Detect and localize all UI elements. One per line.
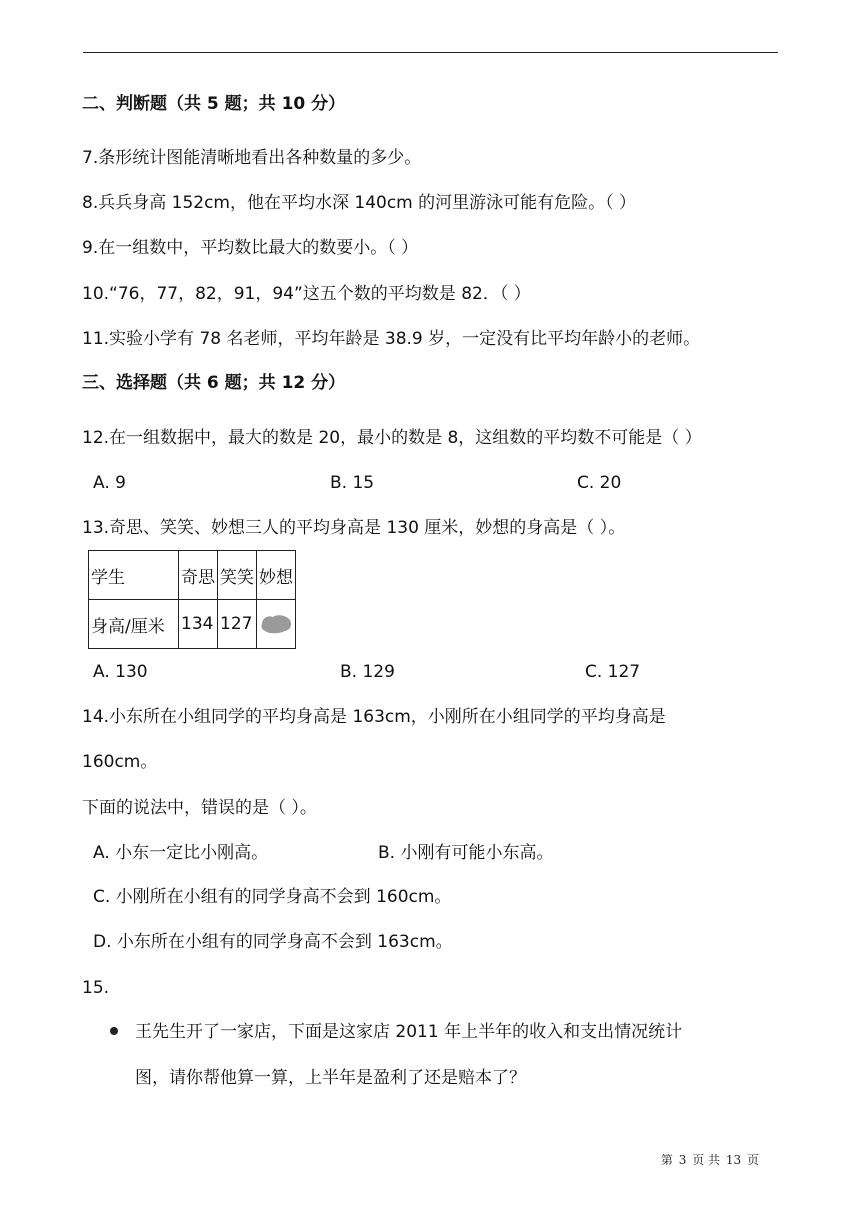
question-13-option-b: B. 129 bbox=[340, 662, 395, 682]
question-14-option-b: B. 小刚有可能小东高。 bbox=[378, 843, 554, 863]
table-cell: 笑笑 bbox=[218, 551, 257, 600]
hidden-value-cell bbox=[257, 600, 296, 649]
question-14-option-a: A. 小东一定比小刚高。 bbox=[93, 843, 269, 863]
table-cell: 127 bbox=[218, 600, 257, 649]
question-9: 9.在一组数中，平均数比最大的数要小。（ ） bbox=[82, 238, 419, 258]
question-13-stem: 13.奇思、笑笑、妙想三人的平均身高是 130 厘米，妙想的身高是（ ）。 bbox=[82, 518, 626, 538]
section-title-judgement: 二、判断题（共 5 题；共 10 分） bbox=[82, 94, 346, 114]
question-15-number: 15. bbox=[82, 978, 110, 998]
section-title-choice: 三、选择题（共 6 题；共 12 分） bbox=[82, 373, 346, 393]
table-cell: 134 bbox=[179, 600, 218, 649]
question-10: 10.“76，77，82，91，94”这五个数的平均数是 82．（ ） bbox=[82, 284, 531, 304]
page-footer bbox=[660, 1151, 760, 1168]
question-14-prompt: 下面的说法中，错误的是（ ）。 bbox=[82, 798, 317, 818]
question-12-option-a: A. 9 bbox=[93, 473, 126, 493]
table-cell: 身高/厘米 bbox=[89, 600, 179, 649]
question-14-option-d: D. 小东所在小组有的同学身高不会到 163cm。 bbox=[93, 932, 453, 952]
question-12-option-c: C. 20 bbox=[577, 473, 622, 493]
footer-prefix: 第 bbox=[660, 1153, 673, 1167]
question-15-text-line-1: 王先生开了一家店，下面是这家店 2011 年上半年的收入和支出情况统计 bbox=[135, 1022, 683, 1042]
footer-page-number: 3 bbox=[678, 1153, 687, 1167]
question-12-stem: 12.在一组数据中，最大的数是 20，最小的数是 8，这组数的平均数不可能是（ ） bbox=[82, 428, 702, 448]
question-7: 7.条形统计图能清晰地看出各种数量的多少。 bbox=[82, 148, 422, 168]
table-cell: 奇思 bbox=[179, 551, 218, 600]
question-8: 8.兵兵身高 152cm，他在平均水深 140cm 的河里游泳可能有危险。（ ） bbox=[82, 193, 637, 213]
bullet-icon bbox=[110, 1027, 118, 1035]
question-14-stem-line-1: 14.小东所在小组同学的平均身高是 163cm，小刚所在小组同学的平均身高是 bbox=[82, 707, 666, 727]
question-14-option-c: C. 小刚所在小组有的同学身高不会到 160cm。 bbox=[93, 887, 452, 907]
table-cell: 妙想 bbox=[257, 551, 296, 600]
table-header-row bbox=[89, 551, 296, 600]
question-15-text-line-2: 图，请你帮他算一算，上半年是盈利了还是赔本了？ bbox=[135, 1068, 526, 1088]
footer-mid: 页 共 bbox=[692, 1153, 721, 1167]
question-13-option-c: C. 127 bbox=[585, 662, 641, 682]
question-14-stem-line-2: 160cm。 bbox=[82, 752, 158, 772]
footer-suffix: 页 bbox=[746, 1153, 759, 1167]
footer-total-pages: 13 bbox=[725, 1153, 742, 1167]
table-row bbox=[89, 600, 296, 649]
question-12-option-b: B. 15 bbox=[330, 473, 375, 493]
covered-blot-icon bbox=[259, 612, 293, 636]
question-11: 11.实验小学有 78 名老师，平均年龄是 38.9 岁，一定没有比平均年龄小的老师。 bbox=[82, 329, 701, 349]
table-cell: 学生 bbox=[89, 551, 179, 600]
question-13-option-a: A. 130 bbox=[93, 662, 148, 682]
header-rule bbox=[83, 52, 778, 53]
height-table bbox=[88, 550, 296, 649]
